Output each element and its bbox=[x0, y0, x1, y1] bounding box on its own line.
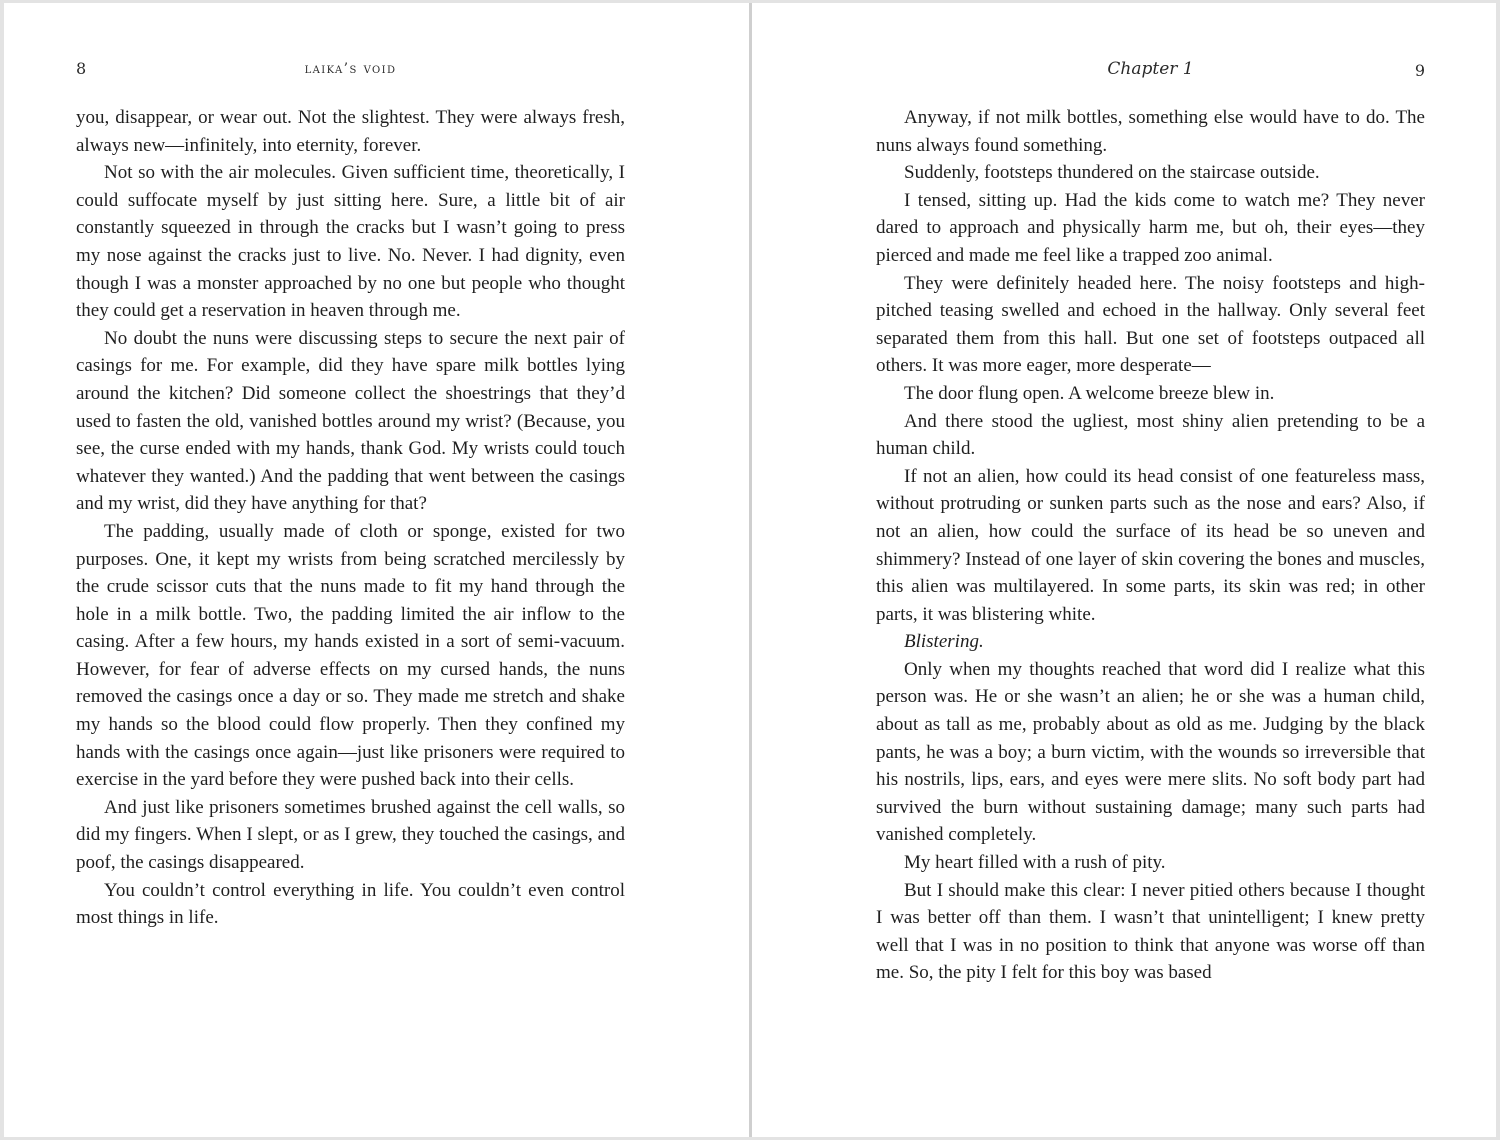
paragraph: Suddenly, footsteps thundered on the staircase outside. bbox=[904, 162, 1320, 184]
paragraph: You couldn’t control everything in life. You couldn’t even control most things in life. bbox=[76, 879, 625, 929]
paragraph: No doubt the nuns were discussing steps to secure the next pair of casings for me. For example, did they have spare milk bottles lying around the kitchen? Did someone collect the shoestrings that they’d used to fasten the old, vanished bottles around my wrist? (Because, you see, the curse ended with my hands, thank God. My wrists could touch whatever they wanted.) And the padding that went between the casings and my wrist, did they have anything for that? bbox=[76, 327, 625, 515]
paragraph: Only when my thoughts reached that word did I realize what this person was. He or she wasn’t an alien; he or she was a human child, about as tall as me, probably about as old as me. Judging by the black pants, he was a boy; a burn victim, with the wounds so irreversible that his nostrils, lips, ears, and eyes were mere slits. No soft body part had survived the burn without sustaining damage; many such parts had vanished completely. bbox=[876, 658, 1425, 846]
running-chapter-title: Chapter 1 bbox=[1107, 59, 1194, 79]
left-page-text bbox=[76, 104, 625, 932]
paragraph: My heart filled with a rush of pity. bbox=[904, 852, 1166, 874]
left-page-number: 8 bbox=[76, 59, 87, 78]
paragraph: The door flung open. A welcome breeze blew in. bbox=[904, 382, 1275, 404]
paragraph: The padding, usually made of cloth or sponge, existed for two purposes. One, it kept my wrists from being scratched mercilessly by the crude scissor cuts that the nuns made to fit my hand through the hole in a milk bottle. Two, the padding limited the air inflow to the casing. After a few hours, my hands existed in a sort of semi-vacuum. However, for fear of adverse effects on my cursed hands, the nuns removed the casings once a day or so. They made me stretch and shake my hands so the blood could flow properly. Then they confined my hands with the casings once again—just like prisoners were required to exercise in the yard before they were pushed back into their cells. bbox=[76, 520, 625, 791]
paragraph: They were definitely headed here. The noisy footsteps and high-pitched teasing swelled and echoed in the hallway. Only several feet separated them from this hall. But one set of footsteps outpaced all others. It was more eager, more desperate— bbox=[876, 272, 1425, 377]
paragraph: And there stood the ugliest, most shiny alien pretending to be a human child. bbox=[876, 410, 1425, 460]
paragraph: But I should make this clear: I never pitied others because I thought I was better off than them. I wasn’t that unintelligent; I knew pretty well that I was in no position to think that anyone was worse off than me. So, the pity I felt for this boy was based bbox=[876, 879, 1425, 984]
left-page bbox=[4, 3, 749, 1137]
paragraph: you, disappear, or wear out. Not the slightest. They were always fresh, always new—infinitely, into eternity, forever. bbox=[76, 107, 625, 156]
running-book-title: laika’s void bbox=[304, 61, 397, 77]
paragraph: If not an alien, how could its head consist of one featureless mass, without protruding or sunken parts such as the nose and ears? Also, if not an alien, how could the surface of its head be so uneven and shimmery? Instead of one layer of skin covering the bones and muscles, this alien was multilayered. In some parts, its skin was red; in other parts, it was blistering white. bbox=[876, 465, 1425, 625]
right-page-number: 9 bbox=[1414, 61, 1425, 80]
right-page-text bbox=[876, 104, 1425, 987]
paragraph-emphasis: Blistering. bbox=[904, 631, 984, 653]
right-page bbox=[752, 3, 1496, 1137]
paragraph: I tensed, sitting up. Had the kids come to watch me? They never dared to approach and physically harm me, but oh, their eyes—they pierced and made me feel like a trapped zoo animal. bbox=[876, 189, 1425, 266]
paragraph: Anyway, if not milk bottles, something else would have to do. The nuns always found something. bbox=[876, 107, 1425, 156]
paragraph: Not so with the air molecules. Given sufficient time, theoretically, I could suffocate myself by just sitting here. Sure, a little bit of air constantly squeezed in through the cracks but I wasn’t going to press my nose against the cracks just to live. No. Never. I had dignity, even though I was a monster approached by no one but people who thought they could get a reservation in heaven through me. bbox=[76, 162, 625, 322]
paragraph: And just like prisoners sometimes brushed against the cell walls, so did my fingers. When I slept, or as I grew, they touched the casings, and poof, the casings disappeared. bbox=[76, 796, 625, 874]
